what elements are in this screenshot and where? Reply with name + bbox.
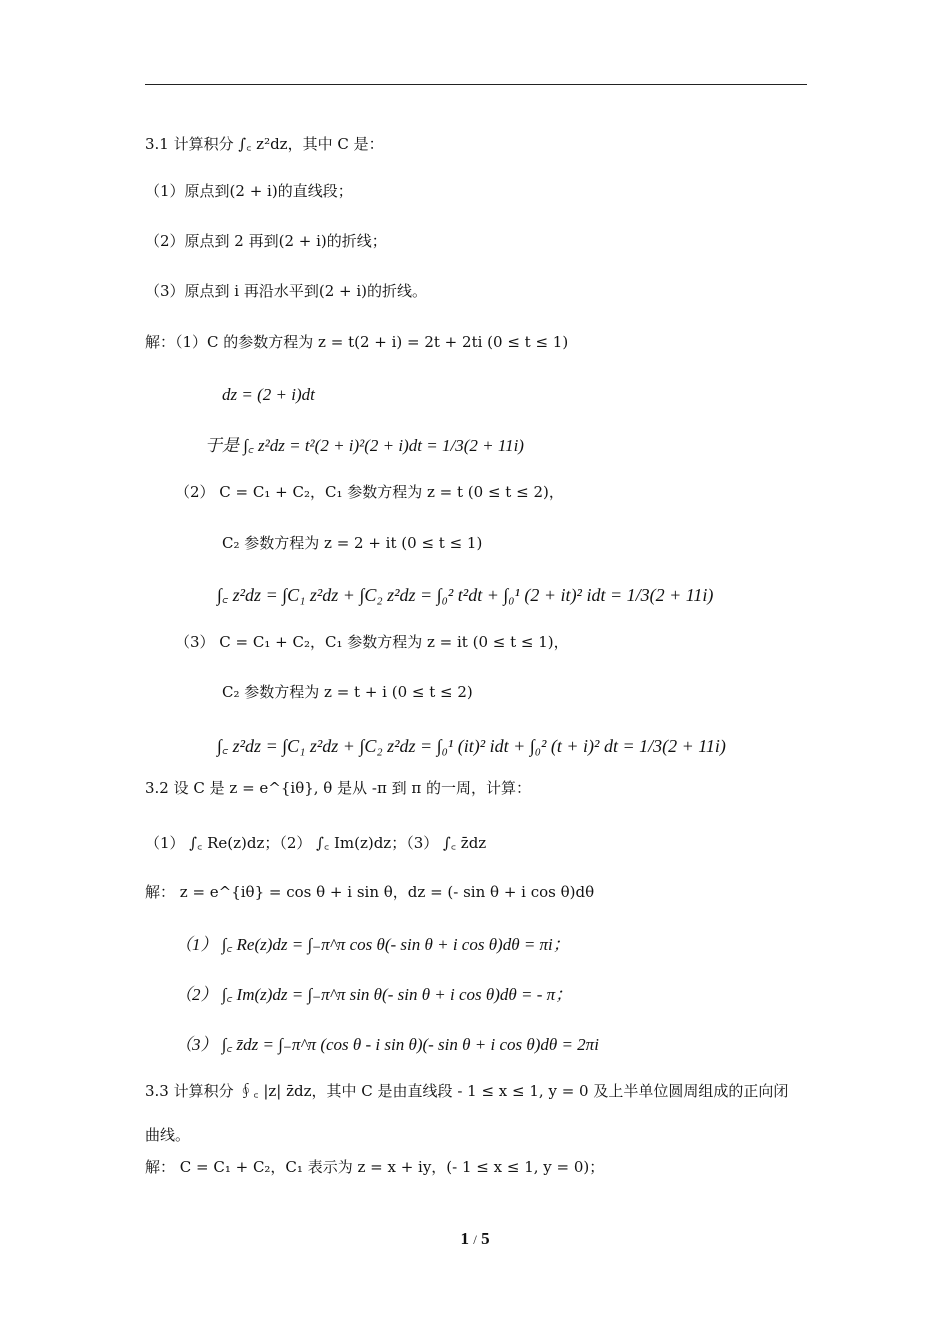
problem-3-1: 3.1 计算积分 ∫꜀ z²dz，其中 C 是： — [145, 135, 384, 153]
solution-3-2-3: （3） ∫꜀ z̄dz = ∫₋π^π (cos θ - i sin θ)(- sin θ + i cos θ)dθ = 2πi — [175, 1035, 599, 1054]
integral-result-2: ∫꜀ z²dz = ∫C₁ z²dz + ∫C₂ z²dz = ∫₀² t²dt + ∫₀¹ (2 + it)² idt = 1/3(2 + 11i) — [217, 585, 714, 605]
problem-3-3: 3.3 计算积分 ∮꜀ |z| z̄dz，其中 C 是由直线段 - 1 ≤ x ≤ 1, y = 0 及上半单位圆周组成的正向闭 — [145, 1082, 789, 1100]
integral-result-3: ∫꜀ z²dz = ∫C₁ z²dz + ∫C₂ z²dz = ∫₀¹ (it)² idt + ∫₀² (t + i)² dt = 1/3(2 + 11i) — [217, 736, 726, 756]
solution-3-2: 解： z = e^{iθ} = cos θ + i sin θ，dz = (- sin θ + i cos θ)dθ — [145, 883, 595, 901]
case-2: （2）原点到 2 再到(2 + i)的折线； — [145, 232, 387, 250]
solution-3-2-2: （2） ∫꜀ Im(z)dz = ∫₋π^π sin θ(- sin θ + i cos θ)dθ = - π； — [175, 985, 573, 1004]
page-current: 1 — [460, 1229, 469, 1248]
case-3: （3）原点到 i 再沿水平到(2 + i)的折线。 — [145, 282, 428, 300]
c2-param-2: C₂ 参数方程为 z = 2 + it (0 ≤ t ≤ 1) — [222, 534, 483, 552]
solution-3-2-1: （1） ∫꜀ Re(z)dz = ∫₋π^π cos θ(- sin θ + i cos θ)dθ = πi； — [175, 935, 570, 954]
dz-eq: dz = (2 + i)dt — [222, 385, 315, 404]
solution-3-1-3: （3） C = C₁ + C₂，C₁ 参数方程为 z = it (0 ≤ t ≤ 1)， — [175, 633, 569, 651]
problem-3-2-parts: （1） ∫꜀ Re(z)dz；（2） ∫꜀ Im(z)dz；（3） ∫꜀ z̄dz — [145, 834, 487, 852]
page-number — [0, 1229, 950, 1249]
integral-result-1: 于是 ∫꜀ z²dz = t²(2 + i)²(2 + i)dt = 1/3(2 + 11i) — [205, 436, 524, 455]
page-separator: / — [473, 1232, 477, 1247]
solution-3-1-1: 解：（1）C 的参数方程为 z = t(2 + i) = 2t + 2ti (0 ≤ t ≤ 1) — [145, 333, 569, 351]
page-total: 5 — [481, 1229, 490, 1248]
case-1: （1）原点到(2 + i)的直线段； — [145, 182, 353, 200]
header-rule — [145, 84, 807, 85]
c2-param-3: C₂ 参数方程为 z = t + i (0 ≤ t ≤ 2) — [222, 683, 473, 701]
solution-3-3: 解： C = C₁ + C₂，C₁ 表示为 z = x + iy，(- 1 ≤ x ≤ 1, y = 0)； — [145, 1158, 605, 1176]
problem-3-3-cont: 曲线。 — [145, 1126, 191, 1144]
solution-3-1-2: （2） C = C₁ + C₂，C₁ 参数方程为 z = t (0 ≤ t ≤ 2)， — [175, 483, 564, 501]
problem-3-2: 3.2 设 C 是 z = e^{iθ}, θ 是从 -π 到 π 的一周，计算： — [145, 779, 531, 797]
